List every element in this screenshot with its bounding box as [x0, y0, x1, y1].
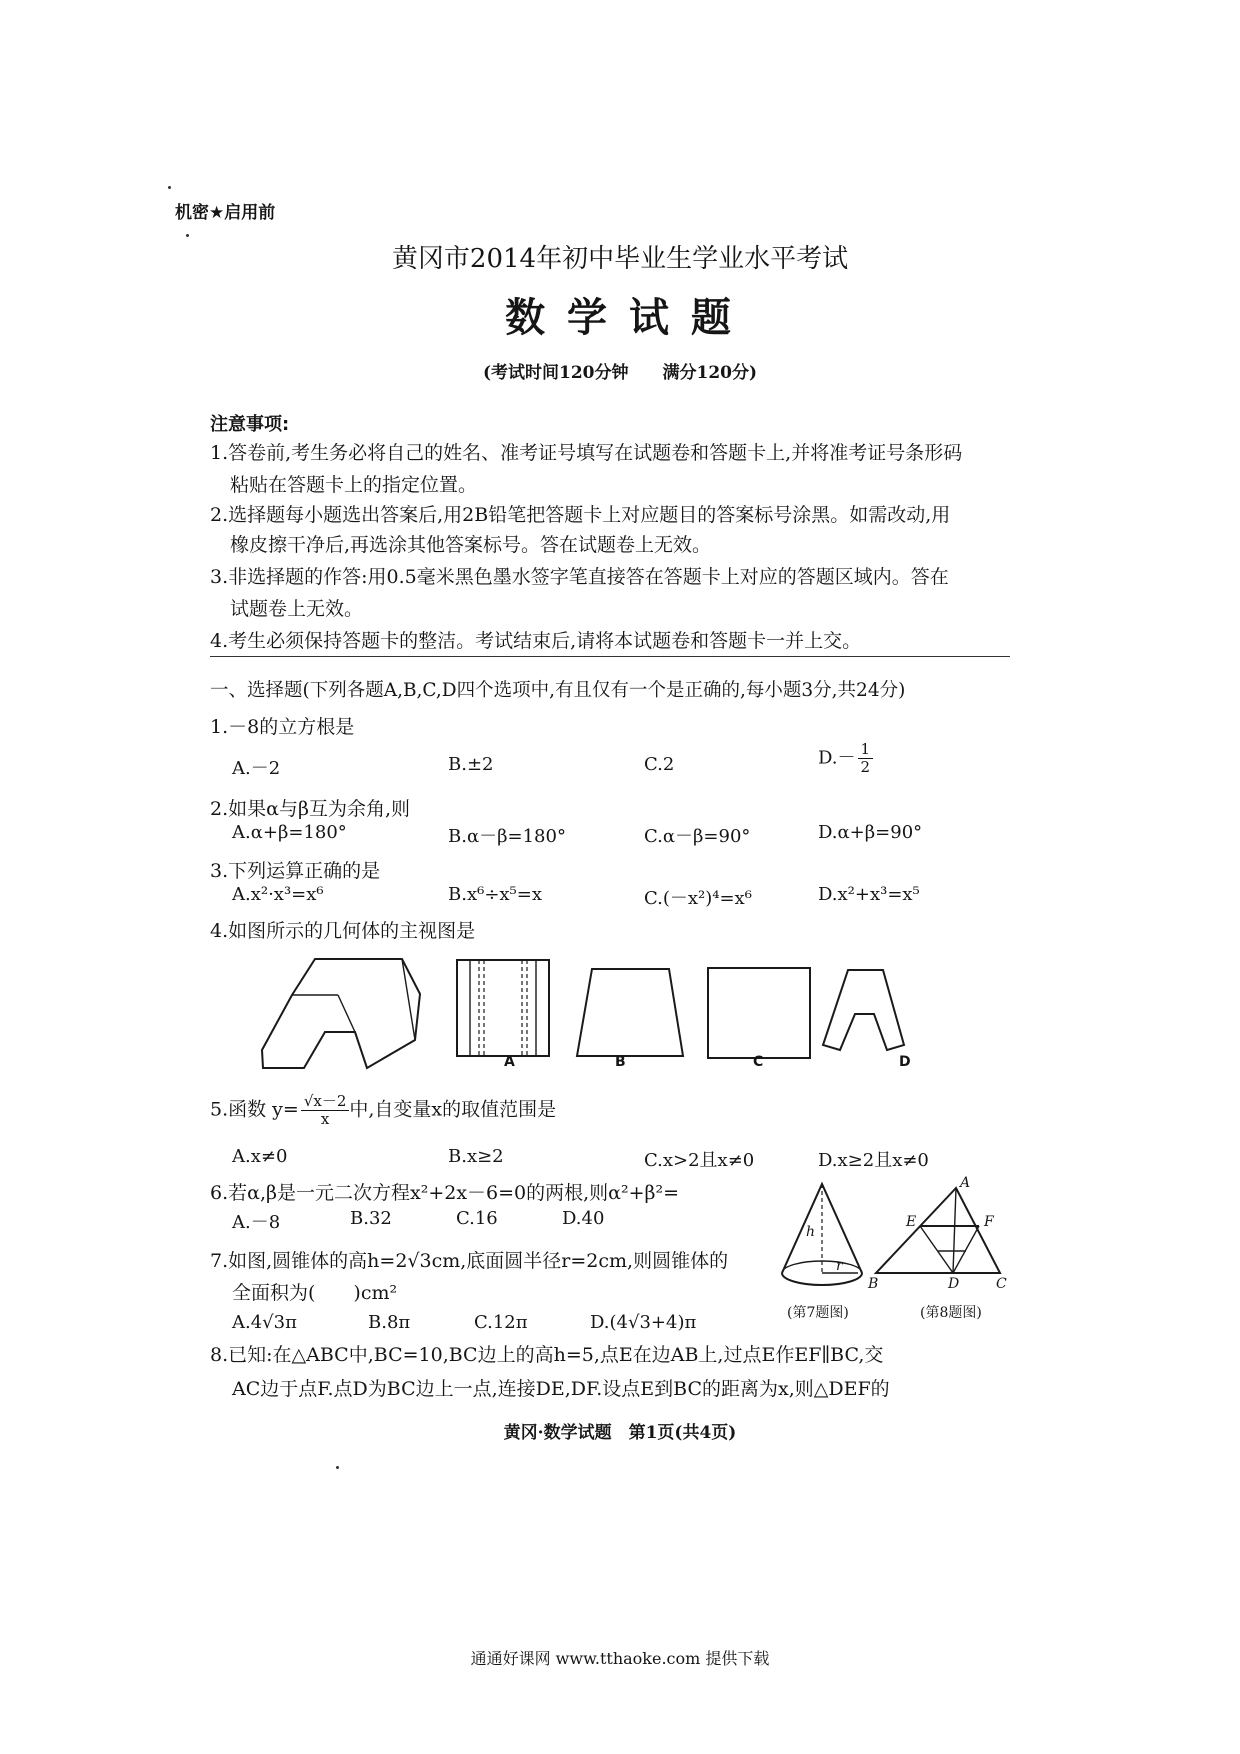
fraction-numerator: 1: [858, 742, 874, 759]
q1-option-a: A.－2: [232, 758, 281, 779]
q6-option-b: B.32: [350, 1208, 392, 1229]
q7-stem-line1: 7.如图,圆锥体的高h=2√3cm,底面圆半径r=2cm,则圆锥体的: [210, 1250, 729, 1272]
q1-option-c: C.2: [644, 754, 675, 775]
q4-option-d-figure: [823, 970, 904, 1050]
q4-label-b: B: [615, 1054, 626, 1070]
exam-info: (考试时间120分钟 满分120分): [482, 363, 758, 383]
section-heading: 一、选择题(下列各题A,B,C,D四个选项中,有且仅有一个是正确的,每小题3分,共24分): [210, 680, 906, 701]
q2-option-b: B.α－β=180°: [448, 826, 566, 847]
confidential-label: 机密★启用前: [175, 203, 276, 223]
tri-label-f: F: [984, 1214, 994, 1230]
section-divider: [210, 656, 1010, 657]
q5-option-b: B.x≥2: [448, 1146, 504, 1167]
q6-option-c: C.16: [456, 1208, 498, 1229]
q7-option-b: B.8π: [368, 1312, 411, 1333]
note-line: 4.考生必须保持答题卡的整洁。考试结束后,请将本试题卷和答题卡一并上交。: [210, 630, 862, 652]
cone-r-label: r: [836, 1258, 843, 1274]
q7-option-a: A.4√3π: [232, 1312, 297, 1333]
q4-solid-figure: [262, 959, 420, 1068]
q7-cone-figure: [770, 1176, 880, 1296]
q5-stem-prefix: 5.函数 y=: [210, 1098, 299, 1121]
q2-option-d: D.α+β=90°: [818, 822, 923, 843]
q5-stem-suffix: 中,自变量x的取值范围是: [349, 1098, 557, 1121]
q1-option-b: B.±2: [448, 754, 494, 775]
q3-option-c: C.(－x²)⁴=x⁶: [644, 888, 752, 909]
scan-speck: [168, 186, 171, 189]
q3-option-d: D.x²+x³=x⁵: [818, 884, 920, 905]
q5-option-a: A.x≠0: [232, 1146, 288, 1167]
q7-option-d: D.(4√3+4)π: [590, 1312, 697, 1333]
q4-option-c-figure: [708, 968, 810, 1058]
q8-stem-line2: AC边于点F.点D为BC边上一点,连接DE,DF.设点E到BC的距离为x,则△DEF的: [232, 1378, 890, 1400]
fig8-caption: (第8题图): [920, 1305, 982, 1321]
scan-speck: [186, 234, 189, 237]
q4-label-a: A: [504, 1054, 515, 1070]
q3-option-a: A.x²·x³=x⁶: [232, 884, 324, 905]
q8-triangle-figure: [866, 1176, 1016, 1296]
notes-heading: 注意事项:: [210, 414, 290, 435]
q4-figures: [250, 952, 970, 1082]
scan-speck: [336, 1466, 339, 1469]
tri-label-a: A: [960, 1176, 971, 1191]
q2-option-a: A.α+β=180°: [232, 822, 347, 843]
subject-title: 数 学 试 题: [505, 295, 735, 341]
q4-label-c: C: [753, 1054, 764, 1070]
q4-option-a-figure: [457, 960, 549, 1056]
fraction-denominator: 2: [860, 758, 871, 776]
note-line: 3.非选择题的作答:用0.5毫米黑色墨水签字笔直接答在答题卡上对应的答题区域内。答在: [210, 566, 949, 588]
q4-stem: 4.如图所示的几何体的主视图是: [210, 920, 476, 942]
exam-title: 黄冈市2014年初中毕业生学业水平考试: [391, 244, 849, 274]
tri-label-c: C: [996, 1276, 1007, 1292]
q1-stem: 1.－8的立方根是: [210, 716, 355, 738]
q7-stem-line2: 全面积为( )cm²: [232, 1282, 398, 1304]
note-line: 2.选择题每小题选出答案后,用2B铅笔把答题卡上对应题目的答案标号涂黑。如需改动,用: [210, 504, 951, 526]
page-footer: 黄冈·数学试题 第1页(共4页): [503, 1423, 737, 1443]
q5-option-d: D.x≥2且x≠0: [818, 1150, 929, 1171]
q8-stem-line1: 8.已知:在△ABC中,BC=10,BC边上的高h=5,点E在边AB上,过点E作EF∥BC,交: [210, 1344, 884, 1366]
q5-function-fraction: [301, 1094, 350, 1127]
q3-option-b: B.x⁶÷x⁵=x: [448, 884, 542, 905]
q4-label-d: D: [899, 1054, 911, 1070]
note-line: 1.答卷前,考生务必将自己的姓名、准考证号填写在试题卷和答题卡上,并将准考证号条形码: [210, 442, 963, 464]
q6-stem: 6.若α,β是一元二次方程x²+2x－6=0的两根,则α²+β²=: [210, 1182, 680, 1204]
q2-option-c: C.α－β=90°: [644, 826, 751, 847]
q2-stem: 2.如果α与β互为余角,则: [210, 798, 410, 820]
q7-option-c: C.12π: [474, 1312, 528, 1333]
tri-label-b: B: [868, 1276, 879, 1292]
q5-stem: [210, 1094, 556, 1127]
cone-h-label: h: [806, 1224, 816, 1240]
q6-option-a: A.－8: [232, 1212, 281, 1233]
fig7-caption: (第7题图): [787, 1305, 849, 1321]
note-line: 试题卷上无效。: [230, 598, 364, 620]
q6-option-d: D.40: [562, 1208, 605, 1229]
q1-option-d-prefix: D.－: [818, 747, 856, 769]
note-line: 橡皮擦干净后,再选涂其他答案标号。答在试题卷上无效。: [230, 534, 712, 556]
q5-option-c: C.x>2且x≠0: [644, 1150, 755, 1171]
note-line: 粘贴在答题卡上的指定位置。: [230, 474, 478, 496]
fraction-denominator: x: [320, 1110, 330, 1128]
tri-label-d: D: [948, 1276, 960, 1292]
q3-stem: 3.下列运算正确的是: [210, 860, 381, 882]
q1-option-d: [818, 742, 873, 775]
fraction-numerator: √x－2: [301, 1094, 350, 1111]
tri-label-e: E: [906, 1214, 917, 1230]
q4-option-b-figure: [577, 969, 683, 1056]
download-footer: 通通好课网 www.tthaoke.com 提供下载: [470, 1649, 770, 1668]
q1-option-d-fraction: [858, 742, 874, 775]
